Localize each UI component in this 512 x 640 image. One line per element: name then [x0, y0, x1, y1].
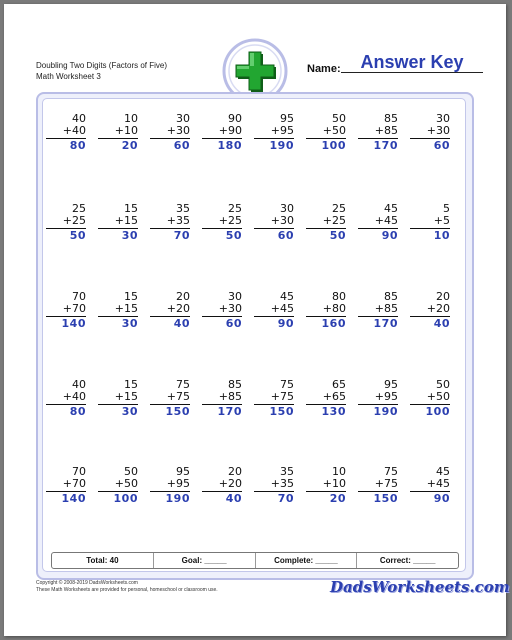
problem-addend-top: 90	[228, 112, 242, 125]
problem-addend-top: 15	[124, 290, 138, 303]
problem-addend-top: 45	[384, 202, 398, 215]
problem-addend-top: 75	[384, 465, 398, 478]
problem	[150, 203, 190, 242]
problem-addend-bottom: +50	[426, 390, 450, 403]
problem-addend-bottom: +45	[426, 477, 450, 490]
name-line	[341, 72, 483, 73]
problem-addend-bottom: +40	[62, 124, 86, 137]
problem	[410, 466, 450, 505]
problem-addend-top: 95	[280, 112, 294, 125]
problem	[254, 203, 294, 242]
problem-answer: 150	[165, 405, 190, 418]
problem	[410, 379, 450, 418]
problem-addend-top: 20	[436, 290, 450, 303]
problem-addend-bottom: +75	[374, 477, 398, 490]
problem-addend-top: 65	[332, 378, 346, 391]
problem	[358, 203, 398, 242]
problem-addend-bottom: +40	[62, 390, 86, 403]
problem-addend-bottom: +95	[374, 390, 398, 403]
problem-addend-bottom: +30	[218, 302, 242, 315]
problem	[306, 291, 346, 330]
problem-addend-bottom: +15	[114, 390, 138, 403]
problem-answer: 30	[121, 405, 138, 418]
problem-answer: 70	[277, 492, 294, 505]
problem-addend-bottom: +20	[426, 302, 450, 315]
problem-answer: 180	[217, 139, 242, 152]
problem	[254, 466, 294, 505]
problem-addend-top: 25	[332, 202, 346, 215]
goal-label: Goal: _____	[181, 556, 227, 565]
problem-answer: 150	[373, 492, 398, 505]
problem-addend-top: 35	[280, 465, 294, 478]
problem-addend-bottom: +25	[62, 214, 86, 227]
problem	[254, 379, 294, 418]
problem-addend-bottom: +20	[166, 302, 190, 315]
name-label: Name:	[307, 63, 341, 75]
complete-label: Complete: _____	[274, 556, 338, 565]
problem-addend-bottom: +25	[322, 214, 346, 227]
problem-addend-top: 50	[436, 378, 450, 391]
problem-answer: 150	[269, 405, 294, 418]
problem-addend-bottom: +10	[114, 124, 138, 137]
problem-addend-top: 35	[176, 202, 190, 215]
problem	[358, 466, 398, 505]
problem-answer: 50	[69, 229, 86, 242]
problem-addend-top: 80	[332, 290, 346, 303]
problem-addend-bottom: +50	[322, 124, 346, 137]
score-bar	[51, 552, 459, 569]
problem	[254, 113, 294, 152]
problem-addend-top: 30	[436, 112, 450, 125]
problem-addend-top: 20	[176, 290, 190, 303]
problem-addend-bottom: +70	[62, 477, 86, 490]
total-cell	[52, 553, 154, 568]
problem-addend-top: 95	[176, 465, 190, 478]
problem-answer: 40	[433, 317, 450, 330]
problem-answer: 190	[165, 492, 190, 505]
problem	[202, 113, 242, 152]
problem-answer: 50	[225, 229, 242, 242]
problem-answer: 50	[329, 229, 346, 242]
problem-addend-top: 45	[280, 290, 294, 303]
answer-key-label: Answer Key	[360, 52, 464, 72]
problem-addend-top: 30	[176, 112, 190, 125]
problem	[306, 466, 346, 505]
problem	[254, 291, 294, 330]
problem	[98, 291, 138, 330]
problem-addend-bottom: +90	[218, 124, 242, 137]
problem-answer: 60	[277, 229, 294, 242]
problem	[98, 466, 138, 505]
problem-addend-top: 85	[384, 290, 398, 303]
problem	[98, 113, 138, 152]
problem-addend-bottom: +5	[433, 214, 450, 227]
problem	[150, 291, 190, 330]
complete-cell	[256, 553, 358, 568]
problem-addend-bottom: +15	[114, 214, 138, 227]
problem-addend-top: 50	[124, 465, 138, 478]
problem-answer: 160	[321, 317, 346, 330]
problem	[410, 291, 450, 330]
title-line-2: Math Worksheet 3	[36, 72, 101, 81]
title-line-1: Doubling Two Digits (Factors of Five)	[36, 61, 168, 70]
problem-answer: 80	[69, 139, 86, 152]
problem-addend-bottom: +75	[166, 390, 190, 403]
problem	[150, 113, 190, 152]
problem-answer: 90	[381, 229, 398, 242]
correct-label: Correct: _____	[379, 556, 436, 565]
problem-addend-bottom: +75	[270, 390, 294, 403]
problem-addend-bottom: +20	[218, 477, 242, 490]
problem-answer: 190	[373, 405, 398, 418]
problem	[202, 291, 242, 330]
problem-answer: 100	[425, 405, 450, 418]
problem	[46, 291, 86, 330]
problem-addend-top: 10	[124, 112, 138, 125]
problem-addend-bottom: +65	[322, 390, 346, 403]
problem-answer: 190	[269, 139, 294, 152]
problem-addend-top: 50	[332, 112, 346, 125]
problem-answer: 20	[121, 139, 138, 152]
problem-answer: 80	[69, 405, 86, 418]
problem-addend-top: 70	[72, 465, 86, 478]
problem-answer: 90	[433, 492, 450, 505]
problem	[410, 113, 450, 152]
problem	[98, 379, 138, 418]
copyright-line-2: These Math Worksheets are provided for personal, homeschool or classroom use.	[36, 587, 218, 593]
problem-answer: 60	[173, 139, 190, 152]
problem-addend-top: 75	[176, 378, 190, 391]
problem	[202, 379, 242, 418]
goal-cell	[154, 553, 256, 568]
problem-addend-top: 15	[124, 202, 138, 215]
problem-addend-top: 40	[72, 378, 86, 391]
problem-addend-top: 30	[228, 290, 242, 303]
problem-addend-top: 70	[72, 290, 86, 303]
brand-logo: DadsWorksheets.com	[330, 578, 510, 596]
correct-cell	[357, 553, 458, 568]
problem-answer: 60	[433, 139, 450, 152]
problem-addend-bottom: +70	[62, 302, 86, 315]
problem-addend-bottom: +15	[114, 302, 138, 315]
problem-addend-bottom: +10	[322, 477, 346, 490]
problem-answer: 100	[113, 492, 138, 505]
problem-addend-top: 20	[228, 465, 242, 478]
problem-answer: 140	[61, 317, 86, 330]
problem-addend-bottom: +45	[374, 214, 398, 227]
problem-addend-bottom: +30	[166, 124, 190, 137]
copyright-notice	[36, 580, 218, 594]
problem-addend-bottom: +30	[270, 214, 294, 227]
problem-addend-bottom: +85	[218, 390, 242, 403]
problem	[358, 379, 398, 418]
problem-answer: 170	[373, 139, 398, 152]
problem-addend-top: 40	[72, 112, 86, 125]
problem-addend-bottom: +35	[270, 477, 294, 490]
problem-answer: 90	[277, 317, 294, 330]
problem-addend-bottom: +80	[322, 302, 346, 315]
problem	[358, 291, 398, 330]
problem-answer: 40	[225, 492, 242, 505]
problem-answer: 20	[329, 492, 346, 505]
problem-addend-bottom: +50	[114, 477, 138, 490]
problem-addend-bottom: +30	[426, 124, 450, 137]
problem	[46, 379, 86, 418]
problem-answer: 10	[433, 229, 450, 242]
problem-addend-top: 15	[124, 378, 138, 391]
problem-addend-bottom: +95	[270, 124, 294, 137]
problem-addend-bottom: +85	[374, 124, 398, 137]
problem-addend-top: 10	[332, 465, 346, 478]
problem-addend-bottom: +95	[166, 477, 190, 490]
problem	[306, 113, 346, 152]
problem-answer: 30	[121, 229, 138, 242]
problem-addend-top: 95	[384, 378, 398, 391]
problem	[202, 203, 242, 242]
problem-addend-bottom: +35	[166, 214, 190, 227]
problem	[410, 203, 450, 242]
problem	[98, 203, 138, 242]
problem-addend-bottom: +45	[270, 302, 294, 315]
problem	[46, 113, 86, 152]
problem	[150, 466, 190, 505]
problem-addend-top: 85	[384, 112, 398, 125]
total-label: Total: 40	[86, 556, 119, 565]
worksheet-title	[36, 60, 167, 82]
problem-answer: 70	[173, 229, 190, 242]
problem-answer: 60	[225, 317, 242, 330]
problem	[150, 379, 190, 418]
problem-answer: 140	[61, 492, 86, 505]
problem	[358, 113, 398, 152]
problem-addend-bottom: +85	[374, 302, 398, 315]
problem-addend-bottom: +25	[218, 214, 242, 227]
problem	[306, 203, 346, 242]
problem-answer: 130	[321, 405, 346, 418]
problem-answer: 170	[373, 317, 398, 330]
problem-answer: 100	[321, 139, 346, 152]
problem-answer: 170	[217, 405, 242, 418]
problem-addend-top: 75	[280, 378, 294, 391]
problem-addend-top: 5	[443, 202, 450, 215]
problem-addend-top: 85	[228, 378, 242, 391]
problem-addend-top: 45	[436, 465, 450, 478]
problem	[46, 203, 86, 242]
problem-addend-top: 25	[228, 202, 242, 215]
problem-answer: 30	[121, 317, 138, 330]
problem-addend-top: 30	[280, 202, 294, 215]
problem	[202, 466, 242, 505]
problem-addend-top: 25	[72, 202, 86, 215]
problem	[46, 466, 86, 505]
problem-answer: 40	[173, 317, 190, 330]
problem	[306, 379, 346, 418]
copyright-line-1: Copyright © 2008-2019 DadsWorksheets.com	[36, 580, 138, 586]
